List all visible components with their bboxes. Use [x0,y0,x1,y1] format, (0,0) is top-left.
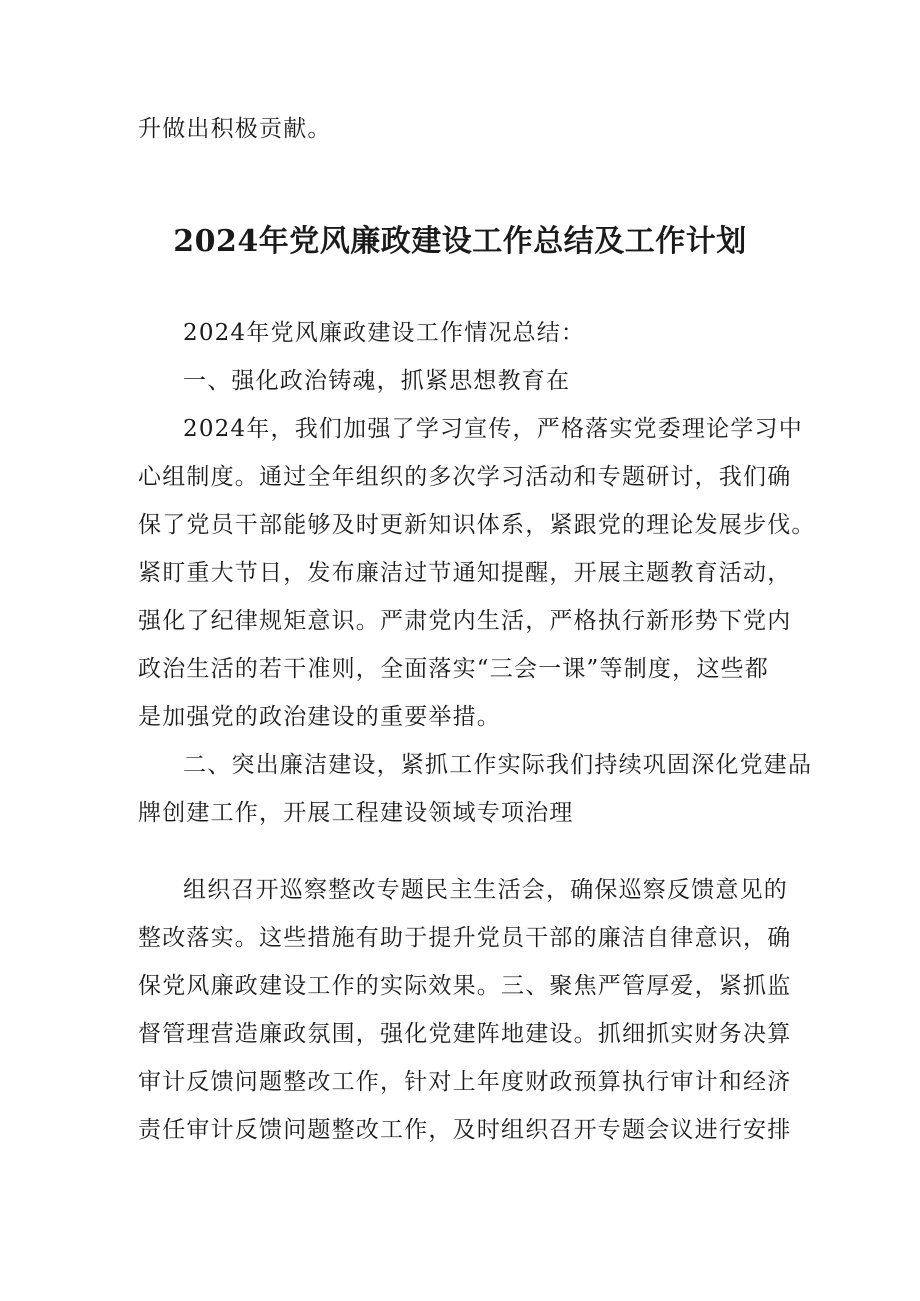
section-2-line: 组织召开巡察整改专题民主生活会，确保巡察反馈意见的 [183,877,788,903]
section-2-line: 保党风廉政建设工作的实际效果。三、聚焦严管厚爱，紧抓监 [138,973,792,999]
section-1-line: 紧盯重大节日，发布廉洁过节通知提醒，开展主题教育活动， [138,560,792,586]
section-2-line: 整改落实。这些措施有助于提升党员干部的廉洁自律意识，确 [138,925,792,951]
section-1-line: 政治生活的若干准则，全面落实“三会一课”等制度，这些都 [138,656,769,682]
carryover-line: 升做出积极贡献。 [138,116,332,142]
section-1-line: 是加强党的政治建设的重要举措。 [138,704,501,730]
section-2-line: 责任审计反馈问题整改工作，及时组织召开专题会议进行安排 [138,1117,792,1143]
subtitle: 2024年党风廉政建设工作情况总结： [183,320,586,346]
section-1-heading: 一、强化政治铸魂，抓紧思想教育在 [183,368,571,394]
section-2-heading: 二、突出廉洁建设，紧抓工作实际我们持续巩固深化党建品 [183,752,813,778]
section-1-line: 强化了纪律规矩意识。严肃党内生活，严格执行新形势下党内 [138,608,792,634]
section-1-line: 保了党员干部能够及时更新知识体系，紧跟党的理论发展步伐。 [138,512,816,538]
section-1-line: 心组制度。通过全年组织的多次学习活动和专题研讨，我们确 [138,464,792,490]
document-title: 2024年党风廉政建设工作总结及工作计划 [173,224,747,259]
section-1-line: 2024年，我们加强了学习宣传，严格落实党委理论学习中 [183,416,803,442]
section-2-line: 督管理营造廉政氛围，强化党建阵地建设。抓细抓实财务决算 [138,1021,792,1047]
section-2-heading: 牌创建工作，开展工程建设领域专项治理 [138,800,574,826]
section-2-line: 审计反馈问题整改工作，针对上年度财政预算执行审计和经济 [138,1069,792,1095]
